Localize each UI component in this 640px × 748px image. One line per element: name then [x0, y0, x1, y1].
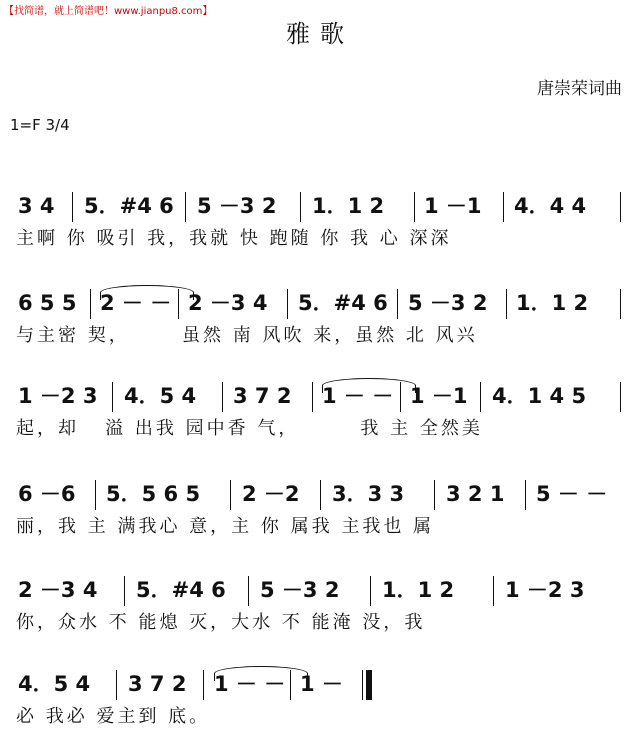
measure: 4．1 4 5 — [492, 384, 587, 408]
composer-credit: 唐崇荣词曲 — [537, 79, 622, 99]
lyrics-line: 丽，我 主 满我心 意，主 你 属我 主我也 属 — [16, 516, 435, 537]
lyrics-line: 主啊 你 吸引 我，我就 快 跑随 你 我 心 深深 — [16, 228, 452, 249]
measure: 1 －2 3 — [18, 384, 98, 408]
measure: 1．1 2 — [516, 291, 589, 315]
lyrics-line: 必 我必 爱主到 底。 — [16, 706, 211, 727]
measure: 2 －3 4 — [18, 578, 98, 602]
barline — [400, 382, 401, 412]
measure: 5 －3 2 — [260, 578, 340, 602]
score-line-5 — [0, 570, 640, 654]
barline — [290, 670, 291, 700]
measure: 3 7 2 — [233, 384, 292, 408]
barline — [620, 382, 621, 412]
barline — [434, 480, 435, 510]
barline — [300, 192, 301, 222]
barline — [320, 480, 321, 510]
measure: 2 －2 — [242, 482, 300, 506]
barline — [203, 670, 204, 700]
barline — [397, 289, 398, 319]
measure: 3．3 3 — [332, 482, 405, 506]
barline — [620, 289, 621, 319]
song-title: 雅歌 — [286, 20, 354, 48]
barline — [95, 480, 96, 510]
measure: 1 － － — [214, 672, 286, 696]
score-line-3 — [0, 376, 640, 460]
measure: 1 －1 — [424, 194, 482, 218]
measure: 6 －6 — [18, 482, 76, 506]
key-signature: 1=F 3/4 — [10, 116, 70, 134]
measure: 2 － － — [100, 291, 172, 315]
measure: 1 －1 — [410, 384, 468, 408]
measure: 3 4 — [18, 194, 55, 218]
barline — [72, 192, 73, 222]
measure: 1 － — [300, 672, 343, 696]
score-line-2 — [0, 283, 640, 367]
lyrics-line: 起，却 溢 出我 园中香 气， 我 主 全然美 — [16, 418, 483, 439]
measure: 3 7 2 — [128, 672, 187, 696]
barline — [222, 382, 223, 412]
barline — [90, 289, 91, 319]
measure: 5．#4 6 — [84, 194, 174, 218]
measure: 4．4 4 — [514, 194, 587, 218]
lyrics-line: 与主密 契， 虽然 南 风吹 来，虽然 北 风兴 — [16, 325, 478, 346]
barline — [116, 670, 117, 700]
score-line-4 — [0, 474, 640, 558]
measure: 1．1 2 — [382, 578, 455, 602]
measure: 5．5 6 5 — [106, 482, 201, 506]
barline — [112, 382, 113, 412]
measure: 4．5 4 — [18, 672, 91, 696]
measure: 1 －2 3 — [505, 578, 585, 602]
barline — [506, 289, 507, 319]
watermark-text: 【找简谱，就上简谱吧！www.jianpu8.com】 — [4, 6, 213, 17]
lyrics-line: 你，众水 不 能熄 灭，大水 不 能淹 没，我 — [16, 612, 426, 633]
measure: 6 5 5 — [18, 291, 77, 315]
barline — [620, 192, 621, 222]
barline — [370, 576, 371, 606]
barline — [178, 289, 179, 319]
barline — [480, 382, 481, 412]
measure: 1．1 2 — [312, 194, 385, 218]
barline — [124, 576, 125, 606]
barline — [503, 192, 504, 222]
measure: 4．5 4 — [124, 384, 197, 408]
barline — [414, 192, 415, 222]
final-barline-thick — [366, 670, 372, 700]
measure: 5 － － — [536, 482, 608, 506]
barline — [287, 289, 288, 319]
barline — [248, 576, 249, 606]
barline — [312, 382, 313, 412]
measure: 5 －3 2 — [408, 291, 488, 315]
score-line-1 — [0, 186, 640, 270]
final-barline-thin — [362, 670, 363, 700]
measure: 5．#4 6 — [298, 291, 388, 315]
barline — [493, 576, 494, 606]
measure: 3 2 1 — [446, 482, 505, 506]
barline — [185, 192, 186, 222]
barline — [230, 480, 231, 510]
measure: 5．#4 6 — [136, 578, 226, 602]
measure: 5 －3 2 — [197, 194, 277, 218]
measure: 1 － － — [322, 384, 394, 408]
score-line-6 — [0, 664, 640, 748]
barline — [525, 480, 526, 510]
measure: 2 －3 4 — [188, 291, 268, 315]
